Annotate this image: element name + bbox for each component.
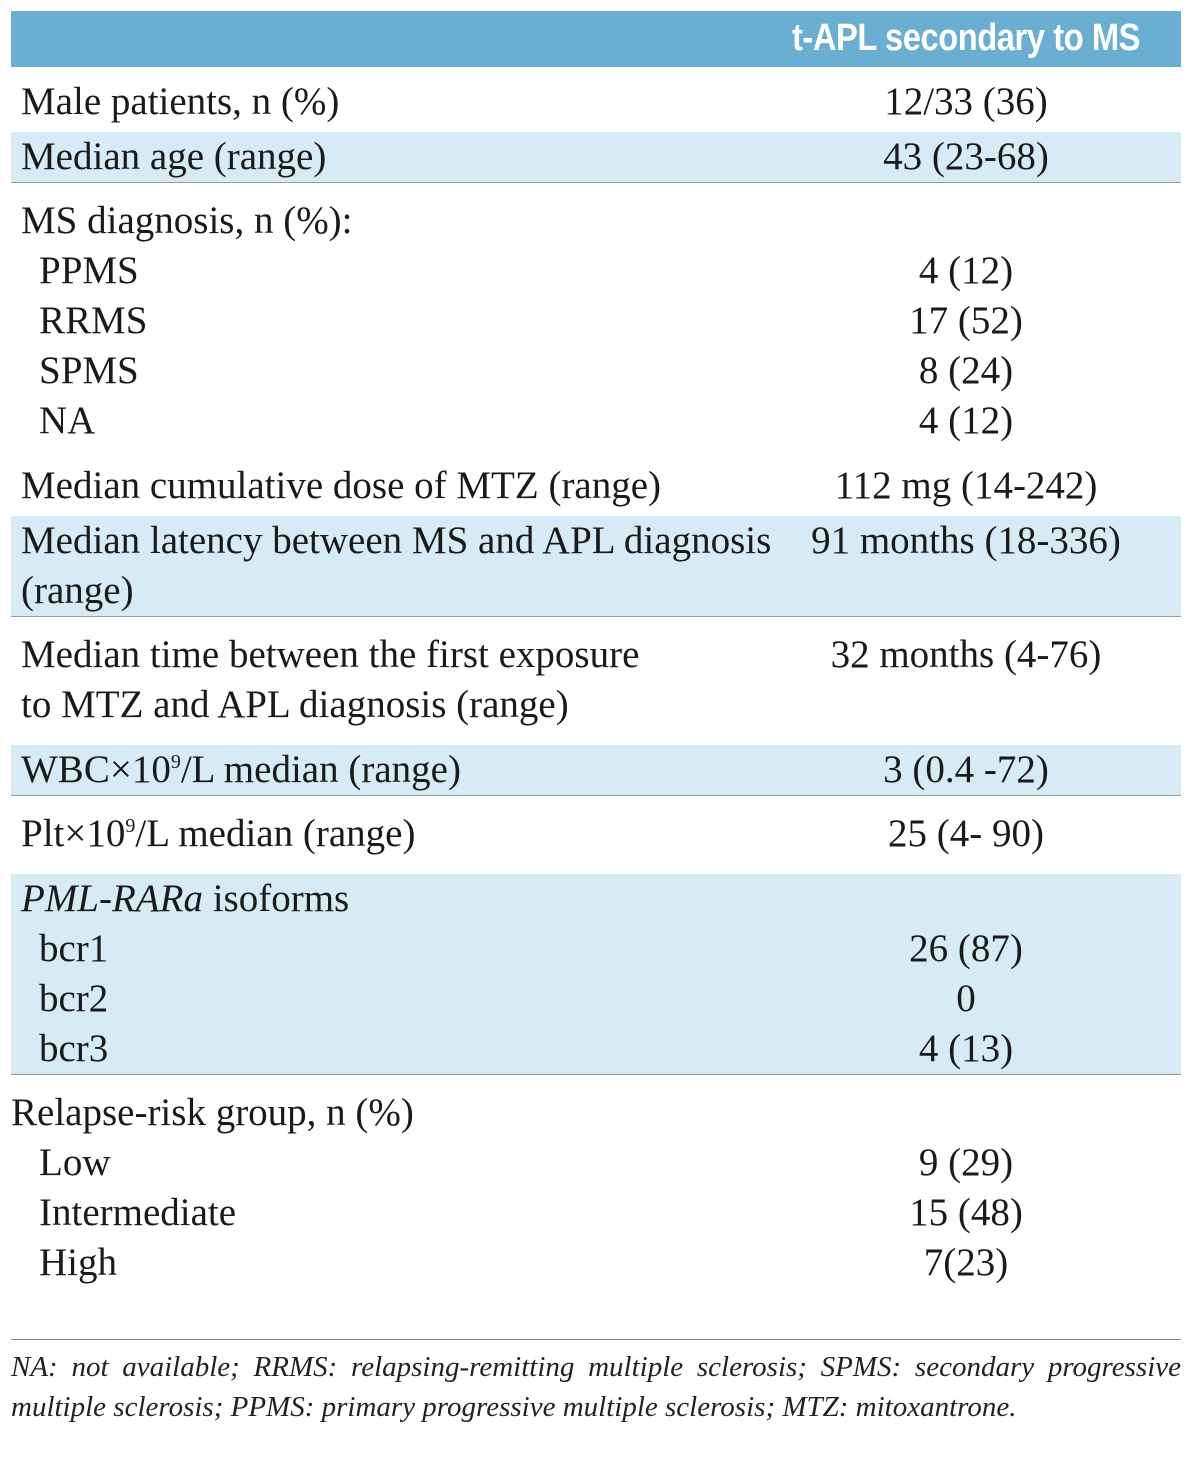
table-row-ms-diagnosis (11, 196, 1181, 246)
row-value: 7(23) (923, 1241, 1009, 1284)
row-value: 12/33 (36) (884, 80, 1048, 123)
row-value: 3 (0.4 -72) (883, 748, 1049, 791)
table-row-ppms (11, 246, 1181, 296)
table-header (11, 11, 1181, 67)
table-row-cumulative-dose (11, 461, 1181, 511)
table-row-intermediate (11, 1188, 1181, 1238)
row-value: 8 (24) (918, 349, 1014, 392)
table-row-bcr2 (11, 974, 1181, 1024)
table (11, 11, 1181, 1288)
row-label: $WBC\times 10^9/L$ median (range) (21, 748, 461, 791)
row-label-line1: Median time between the first exposure (21, 633, 640, 676)
table-row-bcr3 (11, 1024, 1181, 1074)
row-value: 4 (12) (918, 399, 1014, 442)
table-row-rrms (11, 296, 1181, 346)
row-label: MS diagnosis, n (%): (21, 199, 353, 242)
table-row-high (11, 1238, 1181, 1288)
row-label: Male patients, n (%) (21, 80, 340, 123)
row-label: PPMS (39, 249, 139, 292)
table-row-isoforms-heading (11, 874, 1181, 924)
table-row-median-time (11, 630, 1181, 730)
table-group-isoforms (11, 874, 1181, 1074)
row-label: SPMS (39, 349, 139, 392)
row-label-line1: Median latency between MS and APL diagnosis (21, 519, 772, 562)
row-value: 4 (12) (918, 249, 1014, 292)
row-value: 9 (29) (918, 1141, 1014, 1184)
row-value: 112 mg (14-242) (834, 464, 1098, 507)
row-label: RRMS (39, 299, 148, 342)
row-label-line2: to MTZ and APL diagnosis (range) (21, 683, 569, 726)
row-value: 25 (4- 90) (888, 812, 1044, 855)
row-value: 17 (52) (909, 299, 1023, 342)
row-label: bcr2 (39, 977, 109, 1020)
row-label: High (39, 1241, 117, 1284)
row-label: Intermediate (39, 1191, 237, 1234)
row-label-line2: (range) (21, 569, 134, 612)
row-label: bcr3 (39, 1027, 109, 1070)
row-label: Low (39, 1141, 111, 1184)
row-label: bcr1 (39, 927, 109, 970)
row-label: Median age (range) (21, 135, 327, 178)
row-value: 15 (48) (909, 1191, 1023, 1234)
table-row-relapse-risk (11, 1088, 1181, 1138)
table-row-plt (11, 809, 1181, 859)
table-footnote: NA: not available; RRMS: relapsing-remitting multiple sclerosis; SPMS: secondary progressive multiple sclerosis; PPMS: primary progressive multiple sclerosis; MTZ: mitoxantrone. (11, 1351, 1181, 1423)
table-row-na (11, 396, 1181, 446)
row-value: 32 months (4-76) (830, 633, 1102, 676)
table-row-median-latency (11, 516, 1181, 616)
table-row-median-age (11, 132, 1181, 182)
row-label: Relapse-risk group, n (%) (11, 1091, 414, 1134)
table-row-wbc (11, 745, 1181, 795)
table-row-low (11, 1138, 1181, 1188)
row-label: Median cumulative dose of MTZ (range) (21, 464, 662, 507)
row-value: 0 (956, 977, 976, 1020)
table-row-bcr1 (11, 924, 1181, 974)
row-value: 26 (87) (909, 927, 1023, 970)
column-header-title: t-APL secondary to MS (791, 17, 1141, 59)
table-row-male-patients (11, 77, 1181, 127)
row-label: NA (39, 399, 96, 442)
row-value: 43 (23-68) (883, 135, 1049, 178)
row-label: PML-RARa isoforms (21, 877, 350, 920)
row-label: $Plt\times 10^9/L$ median (range) (21, 812, 416, 855)
row-value: 91 months (18-336) (811, 519, 1121, 562)
footnote-rule (11, 1339, 1181, 1340)
table-row-spms (11, 346, 1181, 396)
row-value: 4 (13) (918, 1027, 1014, 1070)
